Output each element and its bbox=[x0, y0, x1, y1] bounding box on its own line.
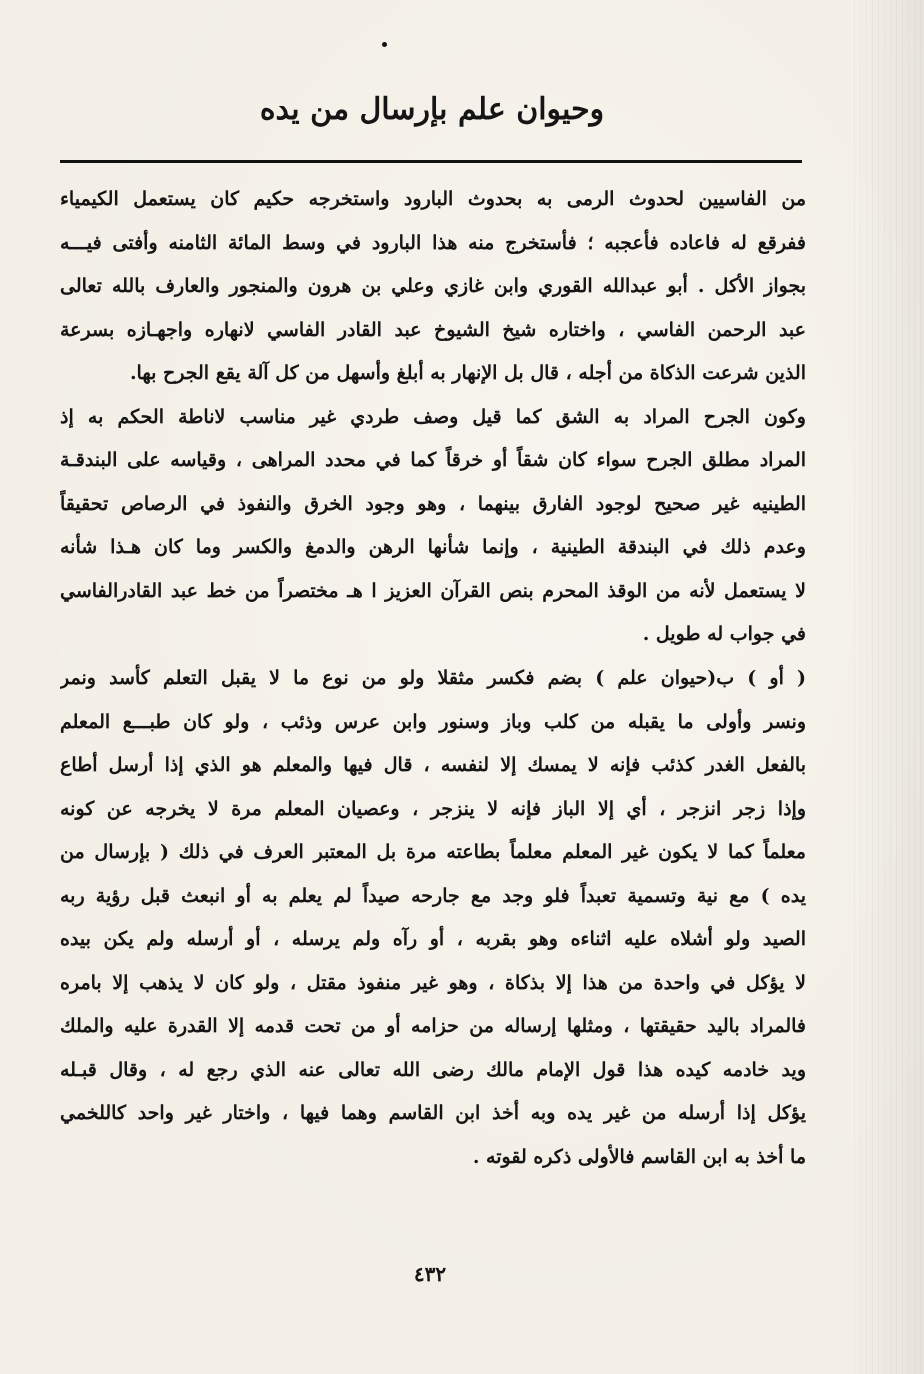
text-line: بجواز الأكل . أبو عبدالله القوري وابن غازي وعلي بن هرون والمنجور والعارف بالله تعالى bbox=[60, 275, 806, 298]
text-line: الطينيه غير صحيح لوجود الفارق بينهما ، وهو وجود الخرق والنفوذ في الرصاص تحقيقاً bbox=[60, 492, 806, 515]
text-line: لا يستعمل لأنه من الوقذ المحرم بنص القرآن العزيز ا هـ مختصراً من خط عبد القادرالفاسي bbox=[60, 579, 806, 602]
text-line: وعدم ذلك في البندقة الطينية ، وإنما شأنها الرهن والدمغ والكسر وما كان هـذا شأنه bbox=[60, 536, 806, 559]
text-line: لا يؤكل في واحدة من هذا إلا بذكاة ، وهو غير منفوذ مقتل ، ولو كان لا يذهب إلا بامره bbox=[60, 971, 806, 994]
page-number: ٤٣٢ bbox=[413, 1262, 447, 1286]
text-line: يده ) مع نية وتسمية تعبداً فلو وجد مع جارحه صيداً لم يعلم به أو انبعث قبل رؤية ربه bbox=[60, 884, 806, 907]
text-line: الذين شرعت الذكاة من أجله ، قال بل الإنهار به أبلغ وأسهل من كل آلة يقع الجرح بها. bbox=[129, 362, 806, 385]
ink-dot bbox=[382, 42, 387, 47]
text-line: وكون الجرح المراد به الشق كما قيل وصف طردي غير مناسب لاناطة الحكم به إذ bbox=[60, 405, 806, 428]
text-line: ففرقع له فاعاده فأعجبه ؛ فأستخرج منه هذا البارود في وسط المائة الثامنه وأفتى فيـــه bbox=[60, 231, 806, 254]
text-line: عبد الرحمن الفاسي ، واختاره شيخ الشيوخ عبد القادر الفاسي لانهاره واجهـازه بسرعة bbox=[60, 318, 806, 341]
text-line: معلماً كما لا يكون غير المعلم معلماً بطاعته مرة بل المعتبر العرف في ذلك ( بإرسال من bbox=[60, 841, 806, 864]
body-text bbox=[60, 178, 806, 1180]
page-edge-shadow bbox=[854, 0, 924, 1374]
text-line: الصيد ولو أشلاه عليه اثناءه وهو بقربه ، أو رآه ولم يرسله ، أو أرسله ولم يكن بيده bbox=[60, 928, 806, 951]
text-line: بالفعل الغدر كذئب فإنه لا يمسك إلا لنفسه ، قال فيها والمعلم هو الذي إذا أرسل أطاع bbox=[60, 754, 806, 777]
header-divider bbox=[60, 160, 802, 163]
text-line: يؤكل إذا أرسله من غير يده وبه أخذ ابن القاسم وهما فيها ، واختار غير واحد كاللخمي bbox=[60, 1102, 806, 1125]
text-line: في جواب له طويل . bbox=[642, 623, 806, 646]
text-line: من الفاسيين لحدوث الرمى به بحدوث البارود واستخرجه حكيم كان يستعمل الكيمياء bbox=[60, 188, 806, 210]
text-line: ( أو ) ب(حيوان علم ) بضم فكسر مثقلا ولو من نوع ما لا يقبل التعلم كأسد ونمر bbox=[60, 667, 806, 690]
text-line: ويد خادمه كيده هذا قول الإمام مالك رضى الله تعالى عنه الذي رجع له ، وقال قبـله bbox=[60, 1058, 806, 1081]
text-line: المراد مطلق الجرح سواء كان شقاً أو خرقاً كما في محدد المراهى ، وقياسه على البندقـة bbox=[60, 449, 806, 472]
text-line: فالمراد باليد حقيقتها ، ومثلها إرساله من حزامه أو من تحت قدمه إلا القدرة عليه والملك bbox=[60, 1015, 806, 1038]
text-line: ونسر وأولى ما يقبله من كلب وباز وسنور وابن عرس وذئب ، ولو كان طبـــع المعلم bbox=[60, 710, 806, 733]
text-line: ما أخذ به ابن القاسم فالأولى ذكره لقوته . bbox=[472, 1146, 806, 1169]
text-line: وإذا زجر انزجر ، أي إلا الباز فإنه لا ينزجر ، وعصيان المعلم مرة لا يخرجه عن كونه bbox=[60, 797, 806, 820]
page-header-title: وحيوان علم بإرسال من يده bbox=[259, 92, 605, 127]
